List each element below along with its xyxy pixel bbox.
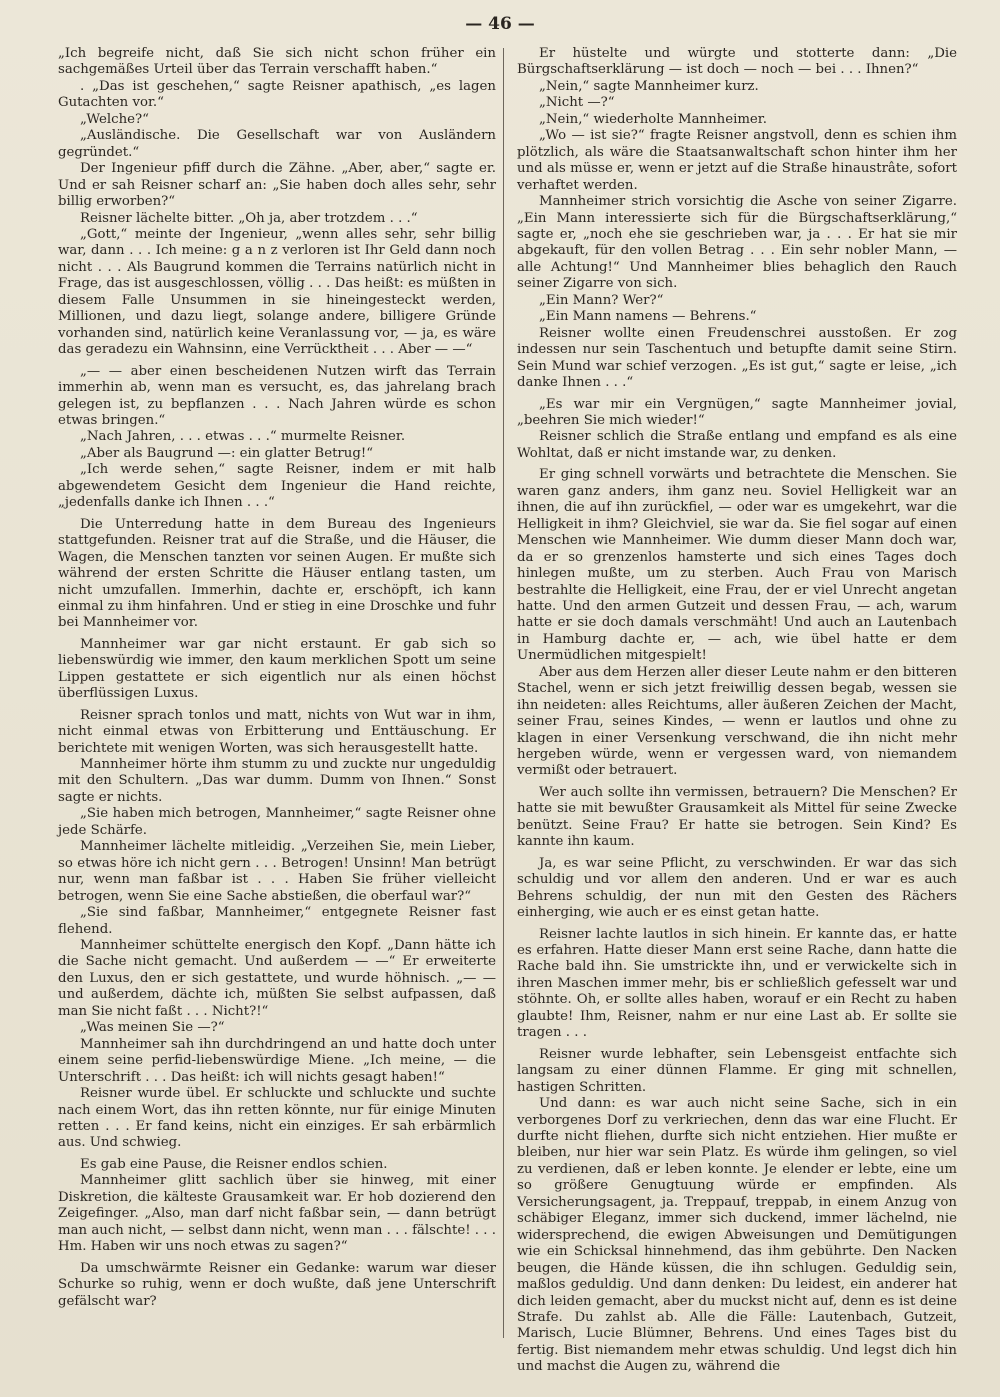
paragraph: „Nein,“ sagte Mannheimer kurz. [539, 78, 759, 94]
paragraph: Mannheimer hörte ihm stumm zu und zuckte nur ungeduldig mit den Schultern. „Das war dumm. Dumm von Ihnen.“ Sonst sagte er nichts. [58, 757, 496, 805]
paragraph: „Nach Jahren, . . . etwas . . .“ murmelte Reisner. [80, 429, 406, 445]
paragraph: Reisner wurde übel. Er schluckte und schluckte und suchte nach einem Wort, das ihn retten könnte, nur für einige Minuten retten . . . Er fand keins, nicht ein einziges. Er sah erbärmlich aus. Und schwieg. [58, 1086, 496, 1151]
paragraph: „— — aber einen bescheidenen Nutzen wirft das Terrain immerhin ab, wenn man es versucht, es, das jahrelang brach gelegen ist, zu bepflanzen . . . Nach Jahren würde es schon etwas bringen.“ [58, 363, 496, 428]
paragraph: Und dann: es war auch nicht seine Sache, sich in ein verborgenes Dorf zu verkriechen, denn das war eine Flucht. Er durfte nicht fliehen, durfte sich nicht entziehen. Hier mußte er bleiben, nur hier war sein Platz. Es würde ihm gelingen, so viel zu verdienen, daß er leben konnte. Je elender er lebte, eine um so größere Genugtuung würde er empfinden. Als Versicherungsagent, ja. Treppauf, treppab, in einem Anzug von schäbiger Eleganz, immer sich duckend, immer lächelnd, nie widersprechend, die ewigen Abweisungen und Demütigungen wie ein Schicksal hinnehmend, das ihm gebührte. Den Nacken beugen, die Hände küssen, die ihn schlugen. Geduldig sein, maßlos geduldig. Und dann denken: Du leidest, ein anderer hat dich leiden gemacht, aber du muckst nicht auf, denn es ist deine Strafe. Du zahlst ab. Alle die Fälle: Lautenbach, Gutzeit, Marisch, Lucie Blümner, Behrens. Und eines Tages bist du fertig. Bist niemandem mehr etwas schuldig. Und legst dich hin und machst die Augen zu, während die [517, 1096, 957, 1375]
paragraph: „Gott,“ meinte der Ingenieur, „wenn alles sehr, sehr billig war, dann . . . Ich meine: g a n z verloren ist Ihr Geld dann noch nicht . . . Als Baugrund kommen die Terrains natürlich nicht in Frage, das ist ausgeschlossen, völlig . . . Das heißt: es müßten in diesem Falle Unsummen in sie hineingesteckt werden, Millionen, und dazu liegt, solange andere, billigere Gründe vorhanden sind, natürlich keine Veranlassung vor, — ja, es wäre das geradezu ein Wahnsinn, eine Verrücktheit . . . Aber — —“ [58, 226, 496, 358]
left-text-column [58, 46, 496, 1310]
paragraph: „Welche?“ [80, 111, 149, 127]
paragraph: Aber aus dem Herzen aller dieser Leute nahm er den bitteren Stachel, wenn er sich jetzt freiwillig dessen begab, wessen sie ihn neideten: alles Reichtums, aller äußeren Zeichen der Macht, seiner Frau, seines Kindes, — wenn er lautlos und ohne zu klagen in einer Versenkung verschwand, die ihn nicht mehr hergeben würde, wenn er vergessen ward, von niemandem vermißt oder betrauert. [517, 664, 957, 779]
paragraph: Mannheimer lächelte mitleidig. „Verzeihen Sie, mein Lieber, so etwas höre ich nicht gern . . . Betrogen! Unsinn! Man betrügt nur, wenn man faßbar ist . . . Haben Sie früher vielleicht betrogen, wenn Sie eine Sache abstießen, die oberfaul war?“ [58, 839, 496, 904]
paragraph: Mannheimer sah ihn durchdringend an und hatte doch unter einem seine perfid-liebenswürdige Miene. „Ich meine, — die Unterschrift . . . Das heißt: ich will nichts gesagt haben!“ [58, 1036, 496, 1085]
page-number: — 46 — [465, 14, 535, 34]
paragraph: „Aber als Baugrund —: ein glatter Betrug!“ [80, 445, 373, 461]
paragraph: Reisner wollte einen Freudenschrei ausstoßen. Er zog indessen nur sein Taschentuch und betupfte damit seine Stirn. Sein Mund war schief verzogen. „Es ist gut,“ sagte er leise, „ich danke Ihnen . . .“ [517, 325, 957, 391]
paragraph: Reisner wurde lebhafter, sein Lebensgeist entfachte sich langsam zu einer dünnen Flamme. Er ging mit schnellen, hastigen Schritten. [517, 1046, 957, 1095]
paragraph: „Nein,“ wiederholte Mannheimer. [539, 111, 767, 127]
paragraph: „Nicht —?“ [539, 95, 615, 111]
paragraph: „Ich werde sehen,“ sagte Reisner, indem er mit halb abgewendetem Gesicht dem Ingenieur die Hand reichte, „jedenfalls danke ich Ihnen . . .“ [58, 462, 496, 511]
paragraph: Es gab eine Pause, die Reisner endlos schien. [80, 1156, 388, 1172]
paragraph: „Sie sind faßbar, Mannheimer,“ entgegnete Reisner fast flehend. [58, 905, 496, 937]
paragraph: Reisner sprach tonlos und matt, nichts von Wut war in ihm, nicht einmal etwas von Erbitterung und Enttäuschung. Er berichtete mit wenigen Worten, was sich herausgestellt hatte. [58, 707, 496, 756]
paragraph: Da umschwärmte Reisner ein Gedanke: warum war dieser Schurke so ruhig, wenn er doch wußte, daß jene Unterschrift gefälscht war? [58, 1260, 496, 1309]
paragraph: Mannheimer glitt sachlich über sie hinweg, mit einer Diskretion, die kälteste Grausamkeit war. Er hob dozierend den Zeigefinger. „Also, man darf nicht faßbar sein, — dann betrügt man auch nicht, — selbst dann nicht, wenn man . . . fälschte! . . . Hm. Haben wir uns noch etwas zu sagen?“ [58, 1173, 496, 1255]
paragraph: Er ging schnell vorwärts und betrachtete die Menschen. Sie waren ganz anders, ihm ganz neu. Soviel Helligkeit war an ihnen, die auf ihn zurückfiel, — oder war es umgekehrt, war die Helligkeit in ihm? Gleichviel, sie war da. Sie fiel sogar auf einen Menschen wie Mannheimer. Wie dumm dieser Mann doch war, da er so grenzenlos hamsterte und sich eines Tages doch hinlegen mußte, um zu sterben. Auch Frau von Marisch bestrahlte die Helligkeit, eine Frau, der er viel Unrecht angetan hatte. Und den armen Gutzeit und dessen Frau, — ach, warum hatte er sie doch damals verschmäht! Und auch an Lautenbach in Hamburg dachte er, — ach, wie übel hatte er dem Unermüdlichen mitgespielt! [517, 467, 957, 664]
paragraph: Mannheimer schüttelte energisch den Kopf. „Dann hätte ich die Sache nicht gemacht. Und außerdem — —“ Er erweiterte den Luxus, den er sich gestattete, und wurde höhnisch. „— — und außerdem, dächte ich, müßten Sie selbst aufpassen, daß man Sie nicht faßt . . . Nicht?!“ [58, 938, 496, 1019]
paragraph: Mannheimer war gar nicht erstaunt. Er gab sich so liebenswürdig wie immer, den kaum merklichen Spott um seine Lippen gestattete er sich eigentlich nur als einen höchst überflüssigen Luxus. [58, 636, 496, 702]
paragraph: „Ein Mann? Wer?“ [539, 292, 664, 308]
paragraph: „Sie haben mich betrogen, Mannheimer,“ sagte Reisner ohne jede Schärfe. [58, 806, 496, 838]
paragraph: Ja, es war seine Pflicht, zu verschwinden. Er war das sich schuldig und vor allem den anderen. Und er war es auch Behrens schuldig, der nun mit den Gesten des Rächers einherging, wie auch er es einst getan hatte. [517, 855, 957, 921]
paragraph: Reisner schlich die Straße entlang und empfand es als eine Wohltat, daß er nicht imstande war, zu denken. [517, 429, 957, 461]
paragraph: „Ich begreife nicht, daß Sie sich nicht schon früher ein sachgemäßes Urteil über das Terrain verschafft haben.“ [58, 46, 496, 78]
right-text-column [517, 46, 957, 1376]
paragraph: Reisner lächelte bitter. „Oh ja, aber trotzdem . . .“ [80, 210, 418, 226]
paragraph: „Es war mir ein Vergnügen,“ sagte Mannheimer jovial, „beehren Sie mich wieder!“ [517, 396, 957, 428]
paragraph: Reisner lachte lautlos in sich hinein. Er kannte das, er hatte es erfahren. Hatte dieser Mann erst seine Rache, dann hatte die Rache bald ihn. Sie umstrickte ihn, und er verwickelte sich in ihren Maschen immer mehr, bis er schließlich gefesselt war und stöhnte. Oh, er sollte alles haben, worauf er ein Recht zu haben glaubte! Ihm, Reisner, nahm er nur eine Last ab. Er sollte sie tragen . . . [517, 926, 957, 1041]
paragraph: „Wo — ist sie?“ fragte Reisner angstvoll, denn es schien ihm plötzlich, als wäre die Staatsanwaltschaft schon hinter ihm her und als müsse er, wenn er jetzt auf die Straße hinaustrâte, sofort verhaftet werden. [517, 128, 957, 193]
paragraph: „Was meinen Sie —?“ [80, 1020, 225, 1036]
paragraph: „Ausländische. Die Gesellschaft war von Ausländern gegründet.“ [58, 128, 496, 160]
paragraph: „Ein Mann namens — Behrens.“ [539, 309, 757, 325]
paragraph: Die Unterredung hatte in dem Bureau des Ingenieurs stattgefunden. Reisner trat auf die Straße, und die Häuser, die Wagen, die Menschen tanzten vor seinen Augen. Er mußte sich während der ersten Schritte die Häuser entlang tasten, um nicht umzufallen. Immerhin, dachte er, erschöpft, ich kann einmal zu ihm hinfahren. Und er stieg in eine Droschke und fuhr bei Mannheimer vor. [58, 516, 496, 631]
paragraph: Er hüstelte und würgte und stotterte dann: „Die Bürgschaftserklärung — ist doch — noch — bei . . . Ihnen?“ [517, 46, 957, 78]
paragraph: Mannheimer strich vorsichtig die Asche von seiner Zigarre. „Ein Mann interessierte sich für die Bürgschaftserklärung,“ sagte er, „noch ehe sie geschrieben war, ja . . . Er hat sie mir abgekauft, für den vollen Betrag . . . Ein sehr nobler Mann, — alle Achtung!“ Und Mannheimer blies behaglich den Rauch seiner Zigarre von sich. [517, 194, 957, 292]
paragraph: Wer auch sollte ihn vermissen, betrauern? Die Menschen? Er hatte sie mit bewußter Grausamkeit als Mittel für seine Zwecke benützt. Seine Frau? Er hatte sie betrogen. Sein Kind? Es kannte ihn kaum. [517, 784, 957, 850]
column-divider [503, 48, 504, 1338]
paragraph: Der Ingenieur pfiff durch die Zähne. „Aber, aber,“ sagte er. Und er sah Reisner scharf an: „Sie haben doch alles sehr, sehr billig erworben?“ [58, 161, 496, 210]
paragraph: . „Das ist geschehen,“ sagte Reisner apathisch, „es lagen Gutachten vor.“ [58, 78, 496, 111]
